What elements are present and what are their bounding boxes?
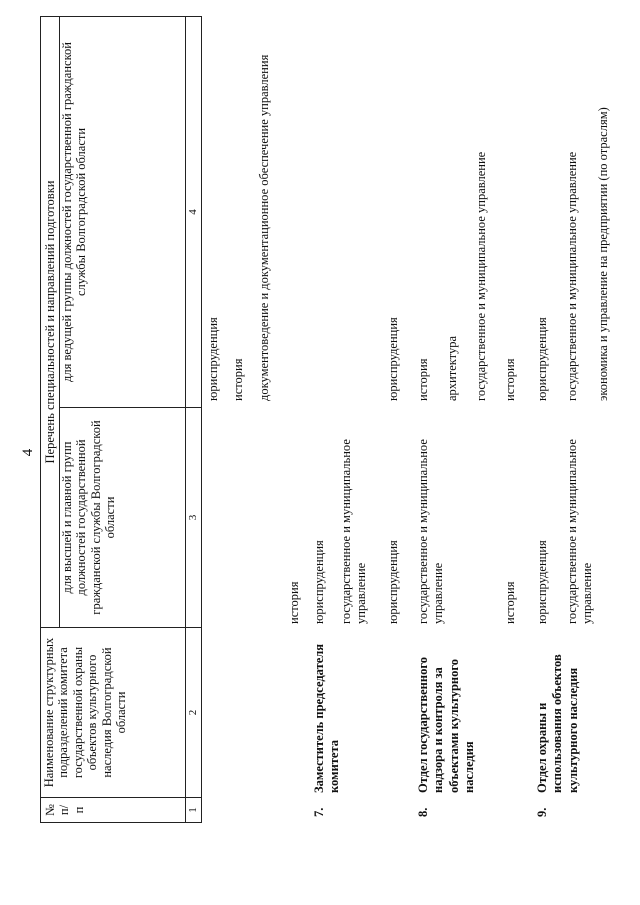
specialty-item: экономика и управление на предприятии (по отраслям) xyxy=(596,107,610,401)
section-number: 8. xyxy=(416,807,430,817)
specialty-item: государственное и муниципальное управление xyxy=(474,151,488,401)
header-higher-group: для высшей и главной групп должностей государственной гражданской службы Волгоградской области xyxy=(60,408,186,628)
specialty-item: история xyxy=(503,581,517,624)
specialty-item: государственное и муниципальное управление xyxy=(565,151,579,401)
specialty-item: юриспруденция xyxy=(386,317,400,401)
header-row xyxy=(41,16,60,822)
specialty-item: государственное и муниципальное управление xyxy=(565,439,595,624)
specialty-item: юриспруденция xyxy=(312,540,326,624)
page-number: 4 xyxy=(20,448,36,457)
specialty-item: юриспруденция xyxy=(535,317,549,401)
section-title: Отдел государственного надзора и контроля за объектами культурного наследия xyxy=(416,657,476,793)
column-numbers-row xyxy=(186,16,202,822)
section-number: 9. xyxy=(535,807,549,817)
specialty-item: история xyxy=(416,358,430,401)
section-title: Отдел охраны и использования объектов культурного наследия xyxy=(535,654,580,793)
specialty-item: государственное и муниципальное управление xyxy=(339,439,369,624)
header-subdivision: Наименование структурных подразделений комитета государственной охраны объектов культурного наследия Волгоградской области xyxy=(41,628,186,798)
specialty-item: история xyxy=(503,358,517,401)
section-number: 7. xyxy=(312,807,326,817)
specialty-item: история xyxy=(287,581,301,624)
column-number: 3 xyxy=(186,408,202,628)
specialties-table xyxy=(40,16,202,823)
specialty-item: юриспруденция xyxy=(206,317,220,401)
header-num: № п/п xyxy=(41,798,186,823)
specialty-item: государственное и муниципальное управление xyxy=(416,439,446,624)
specialty-item: архитектура xyxy=(445,335,459,401)
column-number: 4 xyxy=(186,16,202,407)
table-body xyxy=(203,17,640,823)
column-number: 1 xyxy=(186,798,202,823)
specialty-item: юриспруденция xyxy=(386,540,400,624)
header-specialties-group: Перечень специальностей и направлений подготовки xyxy=(41,16,60,627)
column-number: 2 xyxy=(186,628,202,798)
header-leading-group: для ведущей группы должностей государственной гражданской службы Волгоградской области xyxy=(60,16,186,407)
section-title: Заместитель председателя комитета xyxy=(312,643,342,793)
specialty-item: история xyxy=(231,358,245,401)
specialty-item: документоведение и документационное обеспечение управления xyxy=(257,54,271,401)
specialty-item: юриспруденция xyxy=(535,540,549,624)
